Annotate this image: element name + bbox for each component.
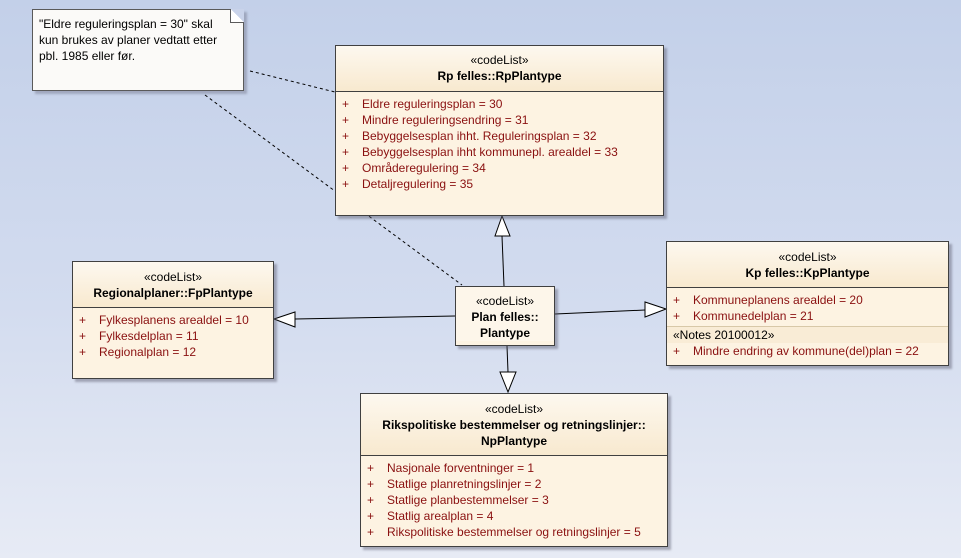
visibility-marker: + bbox=[342, 113, 350, 127]
generalization-plan-to-rp bbox=[495, 216, 510, 286]
visibility-marker: + bbox=[342, 177, 350, 191]
attribute-row[interactable] bbox=[361, 460, 667, 476]
class-np-plantype[interactable] bbox=[360, 393, 668, 547]
generalization-plan-to-fp bbox=[274, 312, 455, 327]
attribute-text: Statlige planretningslinjer = 2 bbox=[387, 477, 542, 491]
attribute-text: Områderegulering = 34 bbox=[362, 161, 486, 175]
attribute-text: Nasjonale forventninger = 1 bbox=[387, 461, 535, 475]
visibility-marker: + bbox=[367, 525, 375, 539]
visibility-marker: + bbox=[367, 477, 375, 491]
attribute-row[interactable] bbox=[667, 308, 948, 324]
attribute-row[interactable] bbox=[667, 343, 948, 359]
note-line-2: kun brukes av planer vedtatt etter bbox=[39, 33, 218, 47]
class-stereotype: «codeList» bbox=[143, 270, 203, 284]
attribute-row[interactable] bbox=[361, 508, 667, 524]
class-rp-plantype[interactable] bbox=[335, 45, 664, 216]
attribute-row[interactable] bbox=[336, 176, 663, 192]
attribute-row[interactable] bbox=[336, 96, 663, 112]
note-line-3: pbl. 1985 eller før. bbox=[39, 49, 136, 63]
attribute-row[interactable] bbox=[336, 160, 663, 176]
visibility-marker: + bbox=[342, 129, 350, 143]
attribute-text: Statlig arealplan = 4 bbox=[387, 509, 494, 523]
generalization-plan-to-np bbox=[500, 346, 516, 392]
visibility-marker: + bbox=[342, 97, 350, 111]
class-kp-plantype[interactable] bbox=[666, 241, 949, 366]
attribute-row[interactable] bbox=[336, 128, 663, 144]
class-title-line-2: NpPlantype bbox=[480, 434, 547, 448]
visibility-marker: + bbox=[367, 493, 375, 507]
class-stereotype: «codeList» bbox=[778, 250, 837, 264]
visibility-marker: + bbox=[79, 313, 87, 327]
attribute-row[interactable] bbox=[73, 328, 273, 344]
note[interactable] bbox=[32, 9, 244, 91]
attribute-row[interactable] bbox=[361, 476, 667, 492]
attribute-text: Eldre reguleringsplan = 30 bbox=[362, 97, 503, 111]
attribute-text: Statlige planbestemmelser = 3 bbox=[387, 493, 549, 507]
class-stereotype: «codeList» bbox=[484, 402, 544, 416]
visibility-marker: + bbox=[673, 344, 681, 358]
attribute-row[interactable] bbox=[336, 112, 663, 128]
attribute-row[interactable] bbox=[361, 492, 667, 508]
visibility-marker: + bbox=[79, 329, 87, 343]
attribute-row[interactable] bbox=[73, 344, 273, 360]
attribute-text: Mindre reguleringsendring = 31 bbox=[362, 113, 529, 127]
attribute-text: Kommunedelplan = 21 bbox=[693, 309, 814, 323]
visibility-marker: + bbox=[79, 345, 87, 359]
attribute-text: Kommuneplanens arealdel = 20 bbox=[693, 293, 863, 307]
attribute-text: Fylkesplanens arealdel = 10 bbox=[99, 313, 249, 327]
attribute-row[interactable] bbox=[73, 312, 273, 328]
attribute-text: Bebyggelsesplan ihht. Reguleringsplan = 32 bbox=[362, 129, 597, 143]
attribute-text: Fylkesdelplan = 11 bbox=[99, 329, 199, 343]
note-link-rp bbox=[250, 71, 335, 92]
class-fp-plantype[interactable] bbox=[72, 261, 274, 379]
visibility-marker: + bbox=[342, 145, 350, 159]
class-title: Regionalplaner::FpPlantype bbox=[93, 286, 253, 300]
class-title: Rp felles::RpPlantype bbox=[437, 69, 562, 83]
visibility-marker: + bbox=[673, 293, 681, 307]
visibility-marker: + bbox=[367, 461, 375, 475]
notes-section-label: «Notes 20100012» bbox=[667, 326, 948, 343]
class-title-line-1: Plan felles:: bbox=[471, 310, 539, 324]
attribute-text: Regionalplan = 12 bbox=[99, 345, 197, 359]
note-line-1: "Eldre reguleringsplan = 30" skal bbox=[39, 17, 213, 31]
visibility-marker: + bbox=[342, 161, 350, 175]
class-title-line-2: Plantype bbox=[479, 326, 530, 340]
visibility-marker: + bbox=[673, 309, 681, 323]
attribute-text: Detaljregulering = 35 bbox=[362, 177, 474, 191]
class-plan-plantype[interactable] bbox=[455, 286, 555, 346]
attribute-text: Rikspolitiske bestemmelser og retningslinjer = 5 bbox=[387, 525, 641, 539]
class-title-line-1: Rikspolitiske bestemmelser og retningslinjer:: bbox=[382, 418, 646, 432]
attribute-text: Bebyggelsesplan ihht kommunepl. arealdel = 33 bbox=[362, 145, 618, 159]
note-fold-corner bbox=[230, 9, 244, 23]
attribute-row[interactable] bbox=[361, 524, 667, 540]
class-title: Kp felles::KpPlantype bbox=[745, 266, 870, 280]
attribute-text: Mindre endring av kommune(del)plan = 22 bbox=[693, 344, 919, 358]
attribute-row[interactable] bbox=[667, 292, 948, 308]
generalization-plan-to-kp bbox=[555, 302, 666, 317]
attribute-row[interactable] bbox=[336, 144, 663, 160]
class-stereotype: «codeList» bbox=[470, 53, 529, 67]
visibility-marker: + bbox=[367, 509, 375, 523]
class-stereotype: «codeList» bbox=[475, 294, 535, 308]
